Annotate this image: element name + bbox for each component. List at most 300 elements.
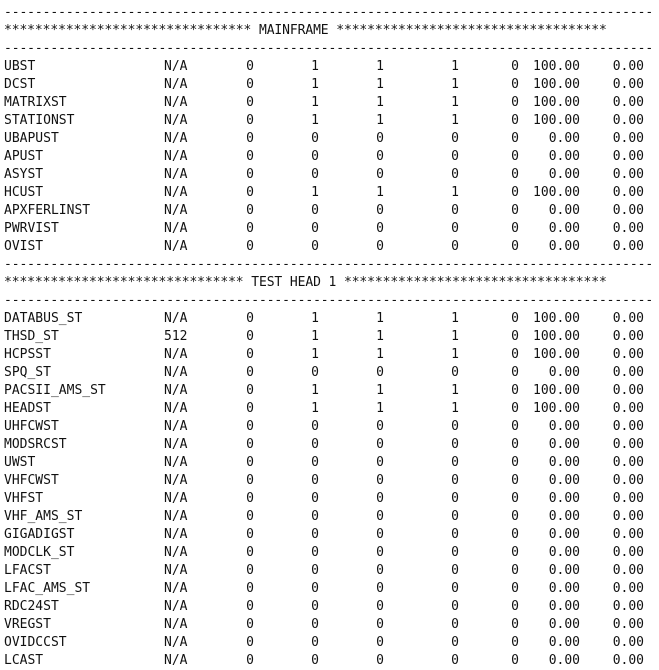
row-col-g: 0.00 xyxy=(612,203,644,218)
row-value: N/A xyxy=(164,185,188,200)
row-value: N/A xyxy=(164,311,188,326)
row-value: N/A xyxy=(164,509,188,524)
row-col-d: 0 xyxy=(451,527,459,542)
row-col-g: 0.00 xyxy=(612,113,644,128)
row-col-e: 0 xyxy=(511,419,519,434)
row-col-g: 0.00 xyxy=(612,329,644,344)
row-col-e: 0 xyxy=(511,401,519,416)
row-col-c: 0 xyxy=(376,635,384,650)
row-col-e: 0 xyxy=(511,581,519,596)
row-col-c: 0 xyxy=(376,581,384,596)
row-col-d: 1 xyxy=(451,311,459,326)
row-col-b: 1 xyxy=(311,347,319,362)
row-col-a: 0 xyxy=(246,113,254,128)
row-col-e: 0 xyxy=(511,77,519,92)
row-value: N/A xyxy=(164,347,188,362)
row-col-g: 0.00 xyxy=(612,491,644,506)
row-percent: 100.00 xyxy=(533,59,580,74)
row-value: N/A xyxy=(164,563,188,578)
table-row xyxy=(4,112,649,130)
row-col-e: 0 xyxy=(511,455,519,470)
row-col-g: 0.00 xyxy=(612,95,644,110)
row-percent: 100.00 xyxy=(533,347,580,362)
row-col-e: 0 xyxy=(511,383,519,398)
row-value: N/A xyxy=(164,491,188,506)
row-col-d: 0 xyxy=(451,167,459,182)
row-col-a: 0 xyxy=(246,239,254,254)
row-col-d: 1 xyxy=(451,401,459,416)
row-percent: 0.00 xyxy=(548,491,580,506)
row-col-e: 0 xyxy=(511,491,519,506)
row-percent: 0.00 xyxy=(548,545,580,560)
row-col-b: 0 xyxy=(311,581,319,596)
row-percent: 100.00 xyxy=(533,329,580,344)
row-col-a: 0 xyxy=(246,527,254,542)
row-percent: 0.00 xyxy=(548,167,580,182)
row-col-a: 0 xyxy=(246,59,254,74)
row-col-e: 0 xyxy=(511,59,519,74)
table-row xyxy=(4,148,649,166)
row-col-g: 0.00 xyxy=(612,167,644,182)
row-name: STATIONST xyxy=(4,113,75,128)
row-col-g: 0.00 xyxy=(612,131,644,146)
row-col-d: 0 xyxy=(451,365,459,380)
row-percent: 0.00 xyxy=(548,365,580,380)
row-col-d: 1 xyxy=(451,59,459,74)
row-name: APXFERLINST xyxy=(4,203,91,218)
row-value: N/A xyxy=(164,131,188,146)
row-col-e: 0 xyxy=(511,365,519,380)
row-col-b: 0 xyxy=(311,239,319,254)
row-value: N/A xyxy=(164,239,188,254)
row-col-b: 0 xyxy=(311,149,319,164)
row-name: ASYST xyxy=(4,167,44,182)
row-col-c: 1 xyxy=(376,113,384,128)
row-col-e: 0 xyxy=(511,203,519,218)
row-name: PWRVIST xyxy=(4,221,59,236)
row-col-a: 0 xyxy=(246,635,254,650)
row-col-b: 0 xyxy=(311,455,319,470)
row-col-b: 0 xyxy=(311,527,319,542)
row-col-a: 0 xyxy=(246,77,254,92)
row-col-g: 0.00 xyxy=(612,473,644,488)
row-col-g: 0.00 xyxy=(612,617,644,632)
table-row xyxy=(4,364,649,382)
table-row xyxy=(4,472,649,490)
row-col-g: 0.00 xyxy=(612,239,644,254)
row-name: RDC24ST xyxy=(4,599,59,614)
table-row xyxy=(4,310,649,328)
row-col-g: 0.00 xyxy=(612,509,644,524)
row-value: N/A xyxy=(164,77,188,92)
table-row xyxy=(4,652,649,670)
table-row xyxy=(4,58,649,76)
row-col-e: 0 xyxy=(511,617,519,632)
row-name: VHFCWST xyxy=(4,473,59,488)
row-percent: 0.00 xyxy=(548,635,580,650)
row-col-e: 0 xyxy=(511,311,519,326)
row-col-b: 1 xyxy=(311,185,319,200)
row-col-b: 0 xyxy=(311,131,319,146)
row-col-d: 0 xyxy=(451,653,459,668)
table-row xyxy=(4,328,649,346)
table-row xyxy=(4,562,649,580)
row-col-g: 0.00 xyxy=(612,347,644,362)
row-value: N/A xyxy=(164,95,188,110)
row-name: VREGST xyxy=(4,617,51,632)
row-col-b: 1 xyxy=(311,329,319,344)
row-col-g: 0.00 xyxy=(612,527,644,542)
row-name: GIGADIGST xyxy=(4,527,75,542)
row-col-e: 0 xyxy=(511,185,519,200)
row-col-a: 0 xyxy=(246,329,254,344)
row-col-d: 0 xyxy=(451,131,459,146)
row-percent: 0.00 xyxy=(548,437,580,452)
row-name: OVIST xyxy=(4,239,44,254)
row-col-c: 0 xyxy=(376,545,384,560)
row-col-c: 0 xyxy=(376,653,384,668)
row-col-e: 0 xyxy=(511,131,519,146)
row-col-c: 0 xyxy=(376,563,384,578)
row-value: N/A xyxy=(164,653,188,668)
divider-line: ------------------------------------------------------------------------------------ xyxy=(4,257,654,272)
divider-line: ------------------------------------------------------------------------------------ xyxy=(4,41,654,56)
row-col-d: 0 xyxy=(451,599,459,614)
row-col-b: 0 xyxy=(311,437,319,452)
row-col-d: 0 xyxy=(451,149,459,164)
row-col-b: 0 xyxy=(311,419,319,434)
table-row xyxy=(4,76,649,94)
row-percent: 100.00 xyxy=(533,77,580,92)
row-value: N/A xyxy=(164,617,188,632)
row-col-e: 0 xyxy=(511,653,519,668)
table-row xyxy=(4,400,649,418)
row-name: DCST xyxy=(4,77,36,92)
row-percent: 0.00 xyxy=(548,239,580,254)
table-row xyxy=(4,580,649,598)
row-col-c: 1 xyxy=(376,383,384,398)
row-percent: 100.00 xyxy=(533,383,580,398)
row-col-b: 0 xyxy=(311,599,319,614)
row-col-b: 0 xyxy=(311,167,319,182)
row-col-b: 0 xyxy=(311,221,319,236)
row-col-c: 0 xyxy=(376,527,384,542)
row-col-c: 0 xyxy=(376,491,384,506)
row-col-c: 1 xyxy=(376,401,384,416)
row-col-b: 0 xyxy=(311,617,319,632)
row-col-b: 1 xyxy=(311,59,319,74)
row-percent: 100.00 xyxy=(533,311,580,326)
row-percent: 0.00 xyxy=(548,473,580,488)
row-col-b: 0 xyxy=(311,653,319,668)
row-value: N/A xyxy=(164,401,188,416)
row-col-g: 0.00 xyxy=(612,311,644,326)
row-col-c: 0 xyxy=(376,617,384,632)
table-row xyxy=(4,382,649,400)
table-row xyxy=(4,202,649,220)
row-col-b: 0 xyxy=(311,563,319,578)
row-col-a: 0 xyxy=(246,437,254,452)
row-col-g: 0.00 xyxy=(612,77,644,92)
row-value: N/A xyxy=(164,635,188,650)
row-col-a: 0 xyxy=(246,383,254,398)
row-col-e: 0 xyxy=(511,149,519,164)
row-col-c: 1 xyxy=(376,59,384,74)
row-percent: 0.00 xyxy=(548,419,580,434)
row-name: LFACST xyxy=(4,563,51,578)
row-col-d: 0 xyxy=(451,221,459,236)
table-row xyxy=(4,490,649,508)
table-row xyxy=(4,454,649,472)
row-col-c: 1 xyxy=(376,329,384,344)
row-name: UHFCWST xyxy=(4,419,59,434)
row-col-a: 0 xyxy=(246,491,254,506)
table-row xyxy=(4,346,649,364)
row-value: N/A xyxy=(164,167,188,182)
row-col-e: 0 xyxy=(511,329,519,344)
row-col-g: 0.00 xyxy=(612,635,644,650)
row-col-e: 0 xyxy=(511,509,519,524)
row-col-c: 0 xyxy=(376,365,384,380)
row-col-d: 0 xyxy=(451,437,459,452)
row-col-a: 0 xyxy=(246,185,254,200)
row-col-a: 0 xyxy=(246,581,254,596)
row-name: HCPSST xyxy=(4,347,51,362)
row-col-a: 0 xyxy=(246,419,254,434)
table-row xyxy=(4,616,649,634)
row-col-a: 0 xyxy=(246,311,254,326)
row-col-b: 0 xyxy=(311,545,319,560)
row-col-e: 0 xyxy=(511,167,519,182)
table-row xyxy=(4,220,649,238)
row-col-b: 1 xyxy=(311,95,319,110)
row-value: N/A xyxy=(164,149,188,164)
row-col-e: 0 xyxy=(511,599,519,614)
row-percent: 0.00 xyxy=(548,203,580,218)
row-value: N/A xyxy=(164,203,188,218)
row-col-c: 1 xyxy=(376,77,384,92)
row-col-a: 0 xyxy=(246,203,254,218)
row-col-e: 0 xyxy=(511,221,519,236)
row-col-c: 0 xyxy=(376,221,384,236)
row-col-b: 1 xyxy=(311,77,319,92)
table-row xyxy=(4,526,649,544)
row-col-a: 0 xyxy=(246,401,254,416)
row-col-e: 0 xyxy=(511,113,519,128)
row-value: N/A xyxy=(164,581,188,596)
table-row xyxy=(4,634,649,652)
row-name: UWST xyxy=(4,455,36,470)
row-col-b: 0 xyxy=(311,635,319,650)
row-col-a: 0 xyxy=(246,347,254,362)
row-col-d: 0 xyxy=(451,563,459,578)
row-col-e: 0 xyxy=(511,437,519,452)
row-col-b: 0 xyxy=(311,473,319,488)
row-value: N/A xyxy=(164,383,188,398)
row-name: HCUST xyxy=(4,185,44,200)
row-percent: 100.00 xyxy=(533,113,580,128)
row-col-c: 1 xyxy=(376,185,384,200)
table-row xyxy=(4,238,649,256)
row-name: SPQ_ST xyxy=(4,365,51,380)
row-percent: 0.00 xyxy=(548,581,580,596)
row-col-d: 0 xyxy=(451,509,459,524)
row-percent: 0.00 xyxy=(548,617,580,632)
row-col-d: 0 xyxy=(451,545,459,560)
row-value: N/A xyxy=(164,59,188,74)
row-percent: 100.00 xyxy=(533,185,580,200)
row-value: N/A xyxy=(164,365,188,380)
row-col-c: 0 xyxy=(376,599,384,614)
table-row xyxy=(4,184,649,202)
row-col-a: 0 xyxy=(246,473,254,488)
row-value: 512 xyxy=(164,329,188,344)
row-col-g: 0.00 xyxy=(612,437,644,452)
row-col-d: 1 xyxy=(451,185,459,200)
row-col-d: 1 xyxy=(451,113,459,128)
row-col-a: 0 xyxy=(246,545,254,560)
row-percent: 0.00 xyxy=(548,149,580,164)
row-name: APUST xyxy=(4,149,44,164)
row-col-d: 1 xyxy=(451,347,459,362)
row-percent: 100.00 xyxy=(533,401,580,416)
row-col-a: 0 xyxy=(246,167,254,182)
row-col-c: 0 xyxy=(376,473,384,488)
table-row xyxy=(4,436,649,454)
row-name: LFAC_AMS_ST xyxy=(4,581,91,596)
row-value: N/A xyxy=(164,221,188,236)
table-row xyxy=(4,418,649,436)
row-col-a: 0 xyxy=(246,653,254,668)
row-percent: 0.00 xyxy=(548,527,580,542)
row-col-d: 1 xyxy=(451,77,459,92)
section-banner: ******************************* TEST HEAD 1 ********************************** xyxy=(4,275,607,290)
row-col-d: 0 xyxy=(451,473,459,488)
row-col-b: 1 xyxy=(311,311,319,326)
row-col-b: 0 xyxy=(311,203,319,218)
section-banner: ******************************** MAINFRAME *********************************** xyxy=(4,23,607,38)
row-col-g: 0.00 xyxy=(612,185,644,200)
row-col-d: 0 xyxy=(451,635,459,650)
row-col-g: 0.00 xyxy=(612,545,644,560)
row-col-a: 0 xyxy=(246,617,254,632)
row-col-d: 1 xyxy=(451,383,459,398)
row-percent: 0.00 xyxy=(548,509,580,524)
row-col-a: 0 xyxy=(246,455,254,470)
row-col-a: 0 xyxy=(246,599,254,614)
row-col-a: 0 xyxy=(246,221,254,236)
row-col-e: 0 xyxy=(511,527,519,542)
row-value: N/A xyxy=(164,437,188,452)
row-name: OVIDCCST xyxy=(4,635,67,650)
row-col-c: 1 xyxy=(376,311,384,326)
row-name: VHFST xyxy=(4,491,44,506)
row-col-d: 1 xyxy=(451,329,459,344)
row-col-d: 1 xyxy=(451,95,459,110)
row-name: THSD_ST xyxy=(4,329,59,344)
row-col-c: 1 xyxy=(376,347,384,362)
row-col-c: 0 xyxy=(376,509,384,524)
row-col-c: 1 xyxy=(376,95,384,110)
table-row xyxy=(4,130,649,148)
row-col-g: 0.00 xyxy=(612,581,644,596)
row-col-c: 0 xyxy=(376,455,384,470)
row-col-c: 0 xyxy=(376,167,384,182)
row-col-g: 0.00 xyxy=(612,563,644,578)
row-col-b: 1 xyxy=(311,113,319,128)
row-name: LCAST xyxy=(4,653,44,668)
table-row xyxy=(4,598,649,616)
row-col-g: 0.00 xyxy=(612,419,644,434)
row-col-d: 0 xyxy=(451,455,459,470)
row-col-g: 0.00 xyxy=(612,149,644,164)
row-col-d: 0 xyxy=(451,203,459,218)
row-col-d: 0 xyxy=(451,491,459,506)
row-col-e: 0 xyxy=(511,347,519,362)
row-col-g: 0.00 xyxy=(612,455,644,470)
row-percent: 0.00 xyxy=(548,653,580,668)
row-col-d: 0 xyxy=(451,239,459,254)
row-col-b: 0 xyxy=(311,365,319,380)
row-col-d: 0 xyxy=(451,581,459,596)
row-percent: 0.00 xyxy=(548,131,580,146)
row-col-c: 0 xyxy=(376,239,384,254)
table-row xyxy=(4,508,649,526)
row-col-g: 0.00 xyxy=(612,59,644,74)
divider-line: ------------------------------------------------------------------------------------ xyxy=(4,5,654,20)
row-col-g: 0.00 xyxy=(612,401,644,416)
row-name: HEADST xyxy=(4,401,51,416)
row-col-a: 0 xyxy=(246,509,254,524)
divider-line: ------------------------------------------------------------------------------------ xyxy=(4,293,654,308)
row-col-a: 0 xyxy=(246,365,254,380)
row-name: DATABUS_ST xyxy=(4,311,83,326)
row-col-g: 0.00 xyxy=(612,599,644,614)
row-percent: 100.00 xyxy=(533,95,580,110)
row-col-a: 0 xyxy=(246,563,254,578)
row-value: N/A xyxy=(164,527,188,542)
row-col-e: 0 xyxy=(511,95,519,110)
row-col-c: 0 xyxy=(376,437,384,452)
row-col-d: 0 xyxy=(451,419,459,434)
row-col-g: 0.00 xyxy=(612,653,644,668)
row-col-g: 0.00 xyxy=(612,365,644,380)
row-col-e: 0 xyxy=(511,473,519,488)
row-name: MATRIXST xyxy=(4,95,67,110)
row-name: UBAPUST xyxy=(4,131,59,146)
row-col-b: 1 xyxy=(311,383,319,398)
table-row xyxy=(4,94,649,112)
row-col-e: 0 xyxy=(511,563,519,578)
row-percent: 0.00 xyxy=(548,599,580,614)
row-col-b: 0 xyxy=(311,509,319,524)
row-value: N/A xyxy=(164,455,188,470)
row-value: N/A xyxy=(164,113,188,128)
row-col-c: 0 xyxy=(376,419,384,434)
row-value: N/A xyxy=(164,545,188,560)
row-col-b: 0 xyxy=(311,491,319,506)
row-col-a: 0 xyxy=(246,131,254,146)
row-name: MODCLK_ST xyxy=(4,545,75,560)
row-name: MODSRCST xyxy=(4,437,67,452)
table-row xyxy=(4,544,649,562)
row-value: N/A xyxy=(164,473,188,488)
row-percent: 0.00 xyxy=(548,563,580,578)
row-col-d: 0 xyxy=(451,617,459,632)
row-col-c: 0 xyxy=(376,203,384,218)
row-col-g: 0.00 xyxy=(612,221,644,236)
row-value: N/A xyxy=(164,599,188,614)
